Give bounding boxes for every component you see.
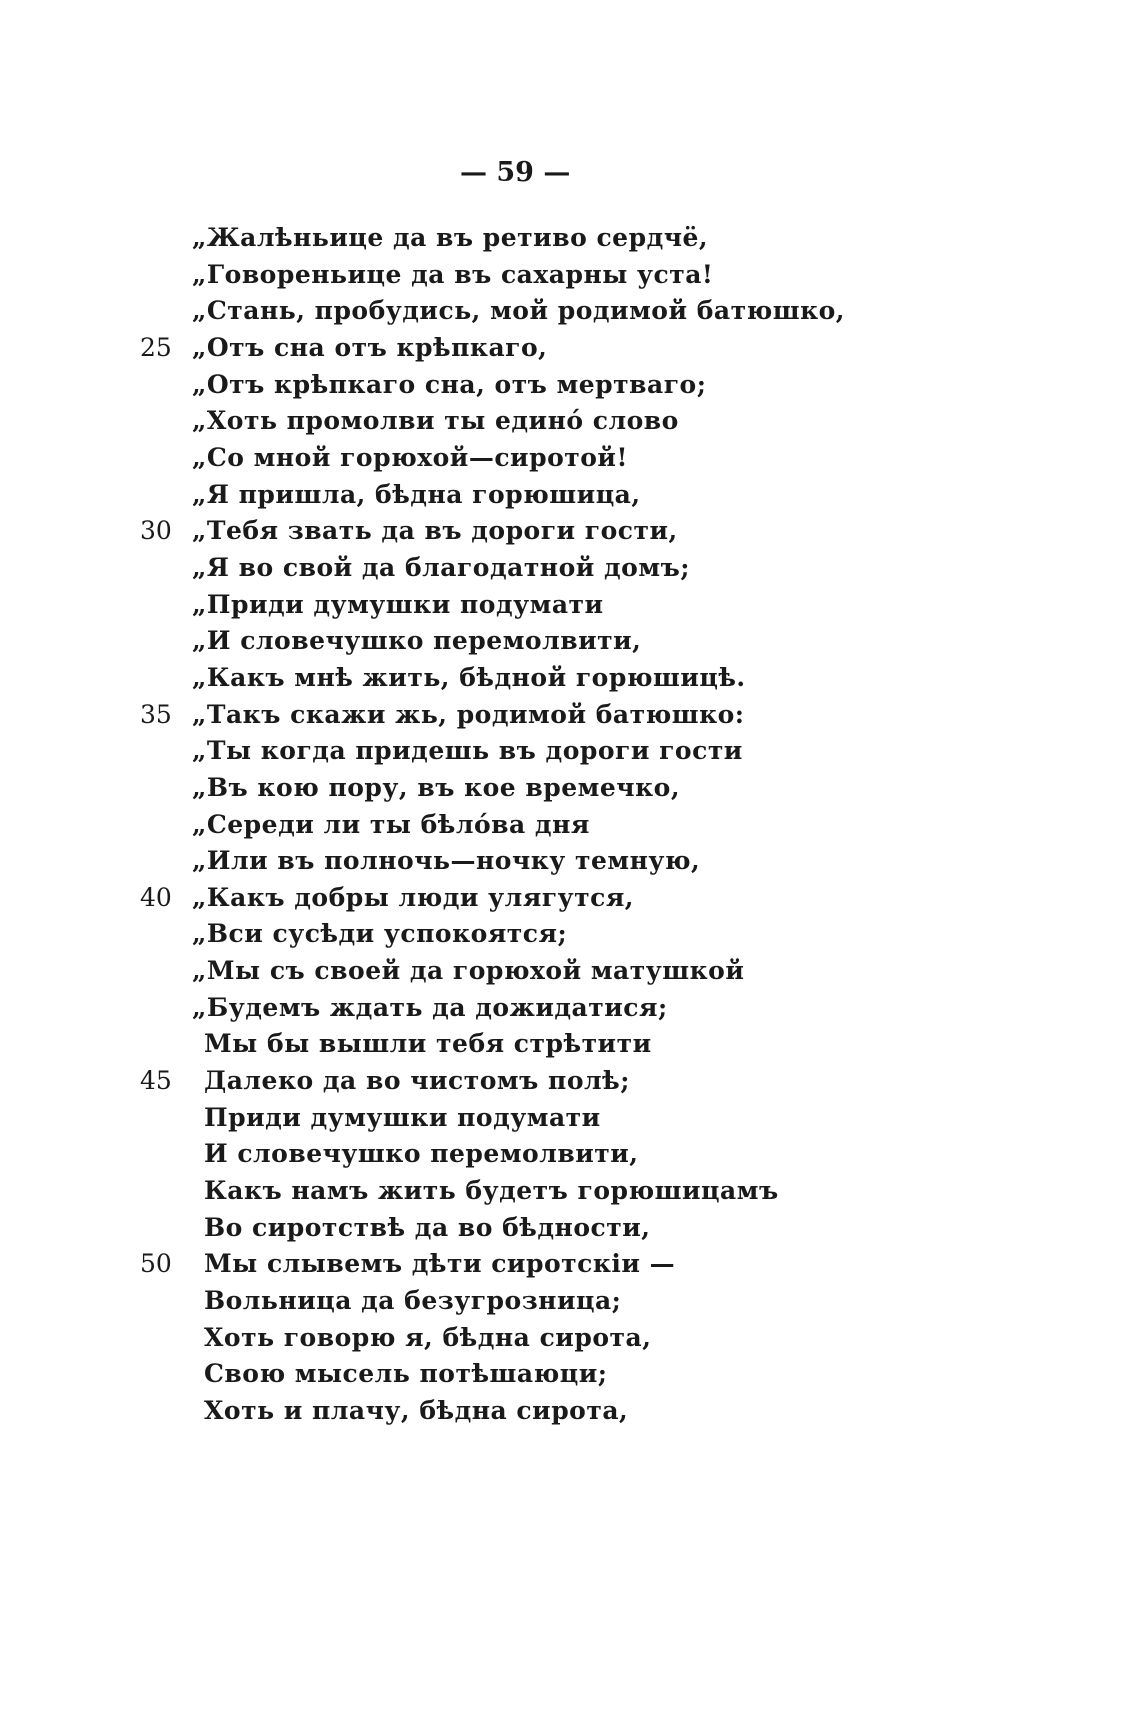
verse-text: Свою мысель потѣшаюци;	[204, 1359, 608, 1389]
verse-line	[140, 1173, 1040, 1210]
verse-text: „Вси суcѣди успокоятся;	[192, 919, 568, 949]
verse-text: „Середи ли ты бѣлóва дня	[192, 809, 590, 839]
verse-line	[140, 1063, 1040, 1100]
verse-text: „Хоть промолви ты единó слово	[192, 406, 679, 436]
page-number: — 59 —	[460, 157, 571, 188]
verse-line	[140, 1393, 1040, 1430]
verse-line	[140, 220, 1040, 257]
line-number: 25	[140, 332, 172, 362]
verse-text: Хоть говорю я, бѣдна сирота,	[204, 1322, 652, 1352]
verse-text: „Или въ полночь—ночку темную,	[192, 846, 701, 876]
line-number: 35	[140, 699, 172, 729]
line-number: 45	[140, 1066, 172, 1096]
verse-text: „Я во свой да благодатной домъ;	[192, 552, 690, 582]
verse-text: „Жалѣньице да въ ретиво сердчё,	[192, 223, 709, 252]
verse-text: „Стань, пробудись, мой родимой батюшко,	[192, 296, 846, 326]
verse-text: Какъ намъ жить будетъ горюшицамъ	[204, 1176, 779, 1206]
verse-line	[140, 257, 1040, 294]
verse-line	[140, 990, 1040, 1027]
verse-line	[140, 660, 1040, 697]
verse-text: Далеко да во чистомъ полѣ;	[204, 1066, 630, 1096]
line-number: 30	[140, 516, 172, 546]
line-number: 50	[140, 1249, 172, 1279]
line-number: 40	[140, 882, 172, 912]
verse-line	[140, 953, 1040, 990]
verse-text: „Какъ добры люди улягутся,	[192, 882, 634, 912]
verse-line	[140, 1026, 1040, 1063]
verse-line	[140, 440, 1040, 477]
verse-text: Мы бы вышли тебя стрѣтити	[204, 1029, 652, 1059]
verse-line	[140, 623, 1040, 660]
verse-text: „Отъ сна отъ крѣпкаго,	[192, 332, 548, 362]
verse-text: Вольница да безугрозница;	[204, 1286, 622, 1316]
verse-text: „Отъ крѣпкаго сна, отъ мертваго;	[192, 369, 707, 399]
verse-text: „Приди думушки подумати	[192, 589, 604, 619]
verse-line	[140, 1210, 1040, 1247]
verse-text: „Мы съ своей да горюхой матушкой	[192, 956, 745, 986]
verse-line	[140, 697, 1040, 734]
verse-text: Во сиротствѣ да во бѣдности,	[204, 1212, 651, 1242]
verse-text: „Говореньице да въ сахарны уста!	[192, 259, 714, 289]
verse-text: „Въ кою пору, въ кое времечко,	[192, 772, 681, 802]
verse-line	[140, 733, 1040, 770]
verse-line	[140, 916, 1040, 953]
verse-text: „Такъ скажи жь, родимой батюшко:	[192, 699, 745, 729]
verse-line	[140, 1246, 1040, 1283]
verse-line	[140, 1283, 1040, 1320]
verse-block	[140, 220, 1040, 1430]
verse-text: „Со мной горюхой—сиротой!	[192, 442, 628, 472]
verse-line	[140, 1356, 1040, 1393]
verse-line	[140, 477, 1040, 514]
verse-line	[140, 293, 1040, 330]
verse-line	[140, 513, 1040, 550]
verse-line	[140, 770, 1040, 807]
verse-line	[140, 843, 1040, 880]
verse-line	[140, 807, 1040, 844]
verse-text: „Будемъ ждать да дожидатися;	[192, 992, 668, 1022]
verse-text: Хоть и плачу, бѣдна сирота,	[204, 1396, 629, 1425]
verse-text: „Какъ мнѣ жить, бѣдной горюшицѣ.	[192, 662, 746, 692]
verse-text: „Я пришла, бѣдна горюшица,	[192, 479, 641, 509]
verse-line	[140, 1100, 1040, 1137]
verse-line	[140, 367, 1040, 404]
verse-line	[140, 330, 1040, 367]
verse-text: „Тебя звать да въ дороги гости,	[192, 516, 678, 546]
verse-text: Мы слывемъ дѣти сиротскiи —	[204, 1249, 676, 1279]
verse-line	[140, 403, 1040, 440]
verse-text: „Ты когда придешь въ дороги гости	[192, 736, 743, 766]
verse-line	[140, 880, 1040, 917]
verse-line	[140, 550, 1040, 587]
verse-line	[140, 587, 1040, 624]
verse-text: Приди думушки подумати	[204, 1102, 601, 1132]
verse-line	[140, 1136, 1040, 1173]
verse-text: И словечушко перемолвити,	[204, 1139, 639, 1169]
verse-text: „И словечушко перемолвити,	[192, 626, 642, 656]
verse-line	[140, 1320, 1040, 1357]
